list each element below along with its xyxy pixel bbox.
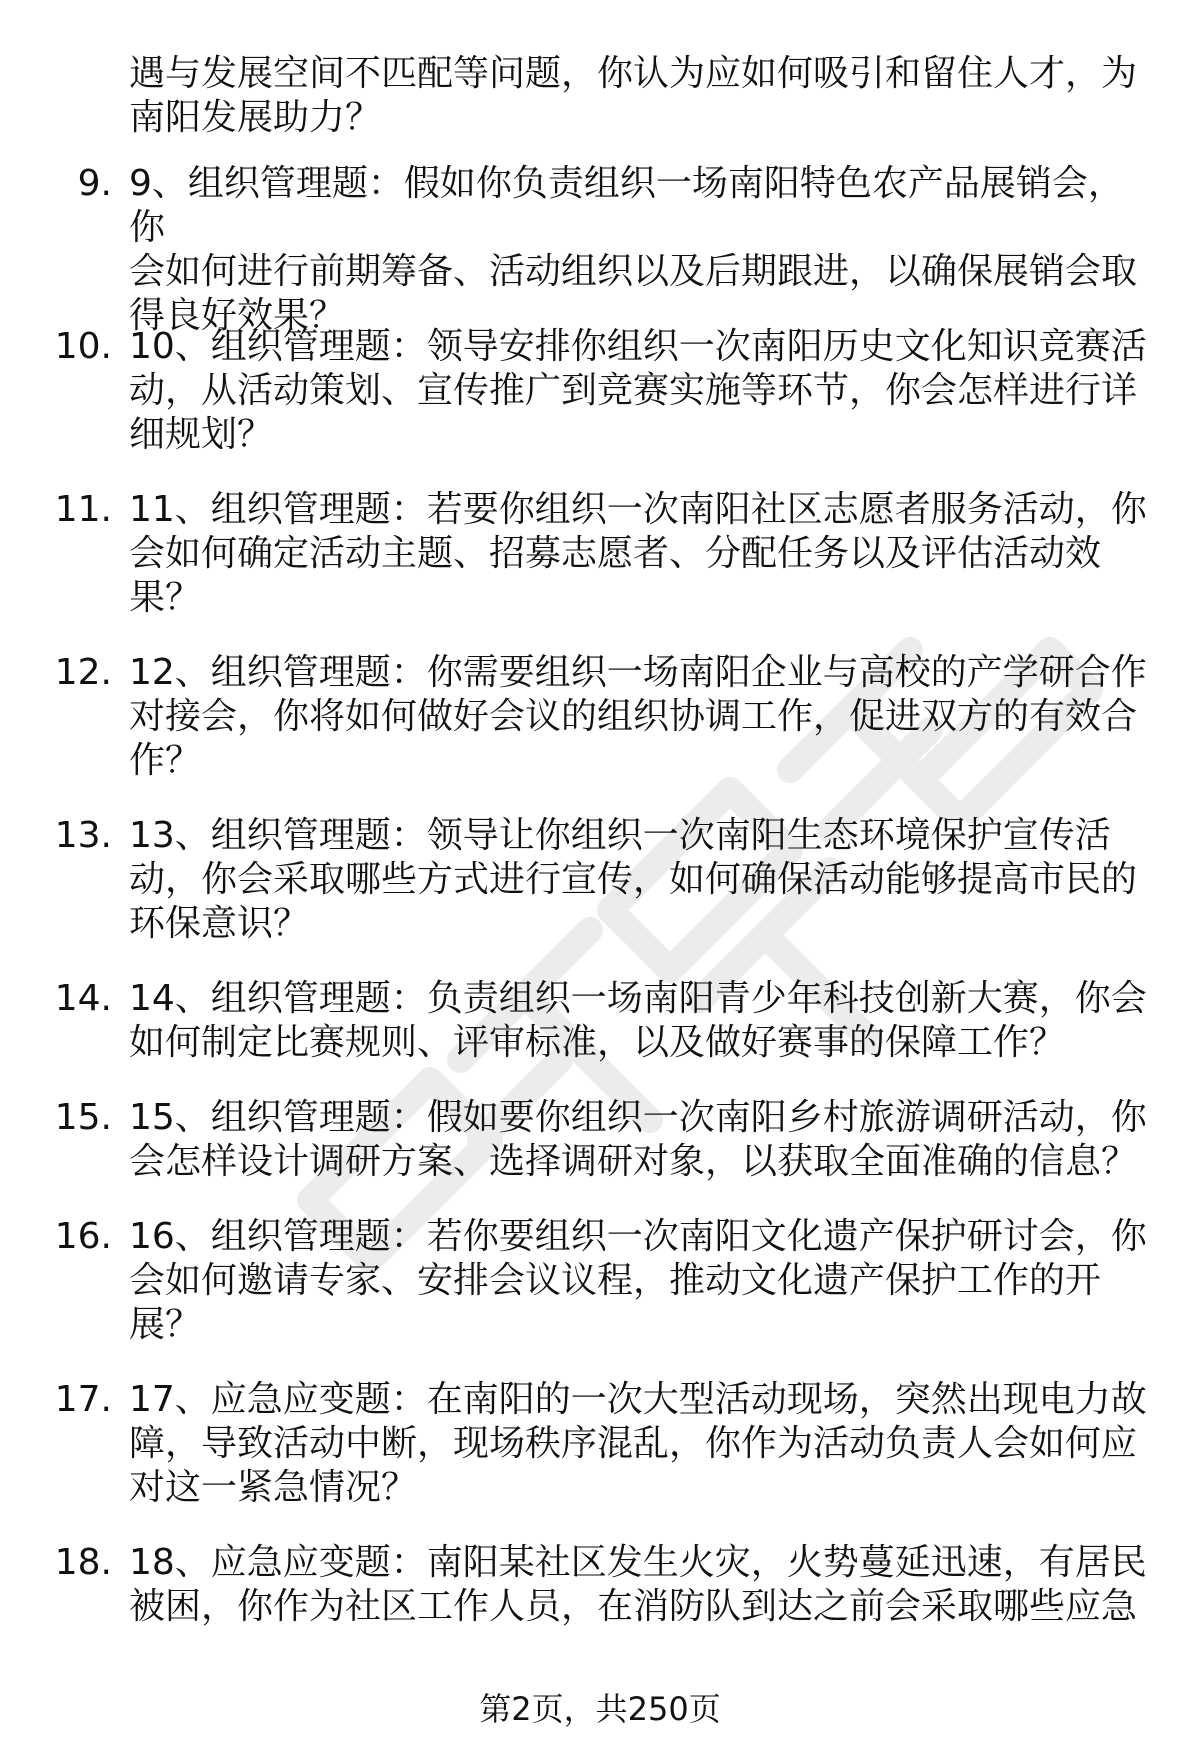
question-number: 10. (54, 326, 112, 367)
question-text: 15、组织管理题：假如要你组织一次南阳乡村旅游调研活动，你 会怎样设计调研方案、选择调研对象，以获取全面准确的信息？ (129, 1097, 1147, 1182)
question-number: 13. (54, 815, 112, 856)
question-text: 16、组织管理题：若你要组织一次南阳文化遗产保护研讨会，你 会如何邀请专家、安排会议议程，推动文化遗产保护工作的开 展？ (129, 1216, 1147, 1345)
question-number: 11. (54, 489, 112, 530)
question-number: 16. (54, 1216, 112, 1257)
question-text: 14、组织管理题：负责组织一场南阳青少年科技创新大赛，你会 如何制定比赛规则、评审标准，以及做好赛事的保障工作？ (129, 978, 1147, 1063)
question-number: 9. (77, 163, 112, 204)
question-text: 11、组织管理题：若要你组织一次南阳社区志愿者服务活动，你 会如何确定活动主题、招募志愿者、分配任务以及评估活动效 果？ (129, 489, 1147, 618)
page-footer: 第2页，共250页 (479, 1690, 721, 1728)
question-number: 14. (54, 978, 112, 1019)
question-number: 12. (54, 652, 112, 693)
question-text: 12、组织管理题：你需要组织一场南阳企业与高校的产学研合作 对接会，你将如何做好会议的组织协调工作，促进双方的有效合 作？ (129, 652, 1147, 781)
question-number: 15. (54, 1097, 112, 1138)
question-number: 17. (54, 1379, 112, 1420)
question-text: 10、组织管理题：领导安排你组织一次南阳历史文化知识竞赛活 动，从活动策划、宣传推广到竞赛实施等环节，你会怎样进行详 细规划？ (129, 326, 1147, 455)
question-text: 17、应急应变题：在南阳的一次大型活动现场，突然出现电力故 障，导致活动中断，现场秩序混乱，你作为活动负责人会如何应 对这一紧急情况？ (129, 1379, 1147, 1508)
question-text: 13、组织管理题：领导让你组织一次南阳生态环境保护宣传活 动，你会采取哪些方式进行宣传，如何确保活动能够提高市民的 环保意识？ (129, 815, 1138, 944)
continuation-text: 遇与发展空间不匹配等问题，你认为应如何吸引和留住人才，为 南阳发展助力？ (129, 53, 1138, 138)
question-number: 18. (54, 1542, 112, 1583)
question-text: 18、应急应变题：南阳某社区发生火灾，火势蔓延迅速，有居民 被困，你作为社区工作人员，在消防队到达之前会采取哪些应急 (129, 1542, 1147, 1627)
question-text: 9、组织管理题：假如你负责组织一场南阳特色农产品展销会，你 会如何进行前期筹备、活动组织以及后期跟进，以确保展销会取 得良好效果？ (129, 163, 1138, 336)
